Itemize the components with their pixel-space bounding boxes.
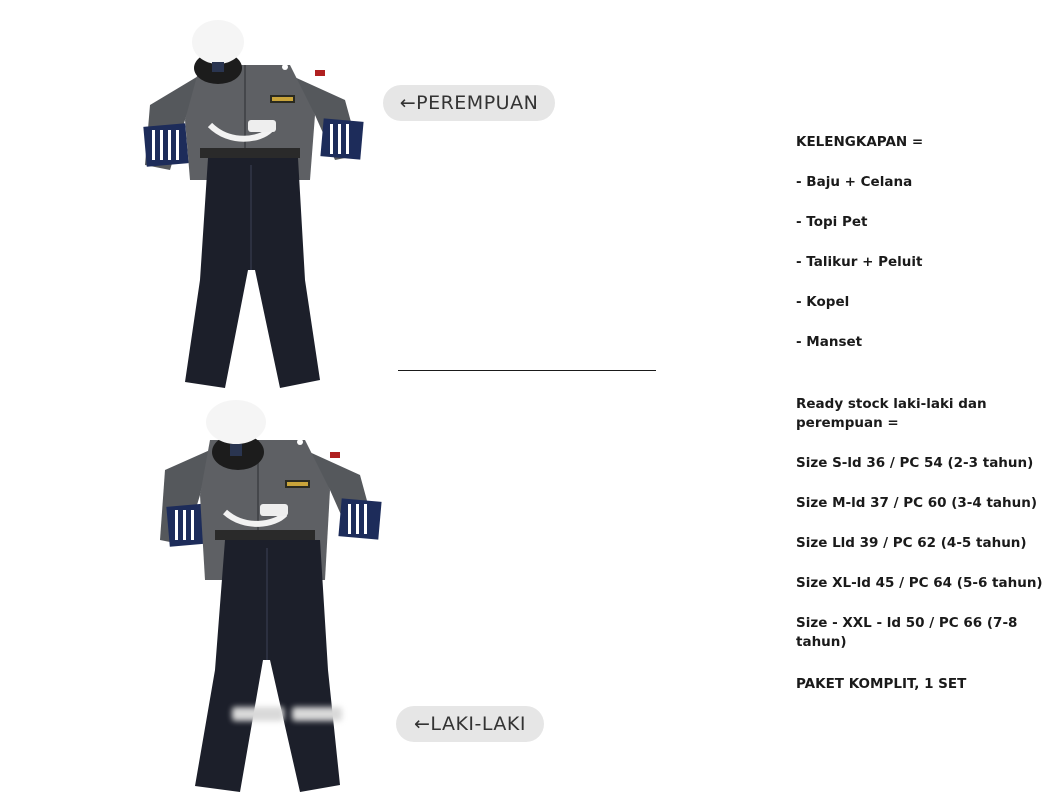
uniform-photo-male [130,400,390,795]
paket-komplit: PAKET KOMPLIT, 1 SET [796,676,967,692]
blurred-watermark-2 [292,707,342,721]
label-perempuan: ←PEREMPUAN [383,85,555,121]
size-item: Size Lld 39 / PC 62 (4-5 tahun) [796,535,1027,551]
blurred-watermark [232,707,284,721]
stock-heading-line1: Ready stock laki-laki dan [796,396,987,412]
size-item: Size M-ld 37 / PC 60 (3-4 tahun) [796,495,1038,511]
list-item: - Kopel [796,294,850,310]
kelengkapan-heading: KELENGKAPAN = [796,134,924,150]
divider [398,370,656,371]
size-item: Size XL-ld 45 / PC 64 (5-6 tahun) [796,575,1043,591]
list-item: - Topi Pet [796,214,868,230]
list-item: - Manset [796,334,863,350]
size-item-xxl-line2: tahun) [796,634,847,650]
stock-heading-line2: perempuan = [796,415,899,431]
uniform-photo-female [130,20,390,395]
size-item-xxl-line1: Size - XXL - ld 50 / PC 66 (7-8 [796,615,1018,631]
list-item: - Baju + Celana [796,174,913,190]
list-item: - Talikur + Peluit [796,254,923,270]
size-item: Size S-ld 36 / PC 54 (2-3 tahun) [796,455,1034,471]
label-laki-laki: ←LAKI-LAKI [396,706,544,742]
